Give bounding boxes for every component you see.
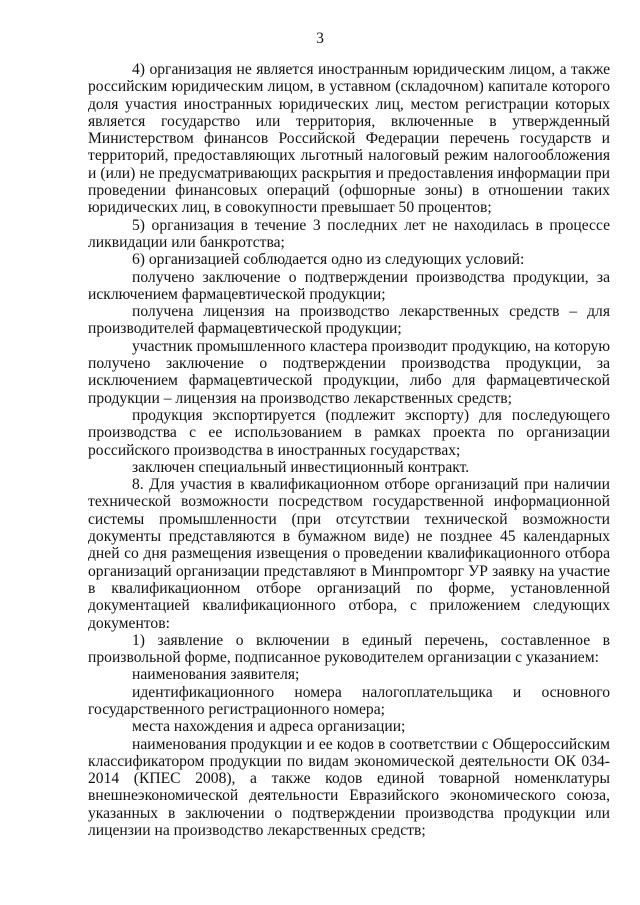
list-item-address: места нахождения и адреса организации; [132,718,406,736]
paragraph-item-6: 6) организацией соблюдается одно из следующих условий: [132,251,525,269]
document-body [88,61,610,839]
paragraph-section-8: 8. Для участия в квалификационном отборе организаций при наличии технической возможности посредством государственной информационной системы промышленности (при отсутствии технической возможности документы представляются в бумажном виде) не позднее 45 календарных дней со дня размещения извещения о проведении квалификационного отбора организаций организации представляют в Минпромторг УР заявку на участие в квалификационном отборе организаций по форме, установленной документацией квалификационного отбора, с приложением следующих документов: [88,476,610,632]
condition-export: продукция экспортируется (подлежит экспорту) для последующего производства с ее использованием в рамках проекта по организации российского производства в иностранных государствах; [88,406,610,459]
list-item-product-codes: наименования продукции и ее кодов в соответствии с Общероссийским классификатором продукции по видам экономической деятельности ОК 034-2014 (КПЕС 2008), а также кодов единой товарной номенклатуры внешнеэкономической деятельности Евразийского экономического союза, указанных в заключении о подтверждении производства продукции или лицензии на производство лекарственных средств; [88,735,610,840]
page-number: 3 [316,30,324,47]
condition-conclusion: получено заключение о подтверждении производства продукции, за исключением фармацевтической продукции; [88,268,610,303]
condition-cluster: участник промышленного кластера производит продукцию, на которую получено заключение о подтверждении производства продукции, за исключением фармацевтической продукции, либо для фармацевтической продукции – лицензия на производство лекарственных средств; [88,337,610,407]
list-item-applicant-name: наименования заявителя; [132,666,300,684]
condition-contract: заключен специальный инвестиционный контракт. [132,458,470,476]
condition-license: получена лицензия на производство лекарственных средств – для производителей фармацевтической продукции; [88,303,610,338]
paragraph-item-5: 5) организация в течение 3 последних лет не находилась в процессе ликвидации или банкротства; [88,216,610,251]
paragraph-application: 1) заявление о включении в единый перечень, составленное в произвольной форме, подписанное руководителем организации с указанием: [88,631,610,667]
list-item-tax-id: идентификационного номера налогоплательщика и основного государственного регистрационного номера; [88,683,610,718]
paragraph-item-4: 4) организация не является иностранным юридическим лицом, а также российским юридическим лицом, в уставном (складочном) капитале которого доля участия иностранных юридических лиц, местом регистрации которых является государство или территория, включенные в утвержденный Министерством финансов Российской Федерации перечень государств и территорий, предоставляющих льготный налоговый режим налогообложения и (или) не предусматривающих раскрытия и предоставления информации при проведении финансовых операций (офшорные зоны) в отношении таких юридических лиц, в совокупности превышает 50 процентов; [88,61,610,217]
